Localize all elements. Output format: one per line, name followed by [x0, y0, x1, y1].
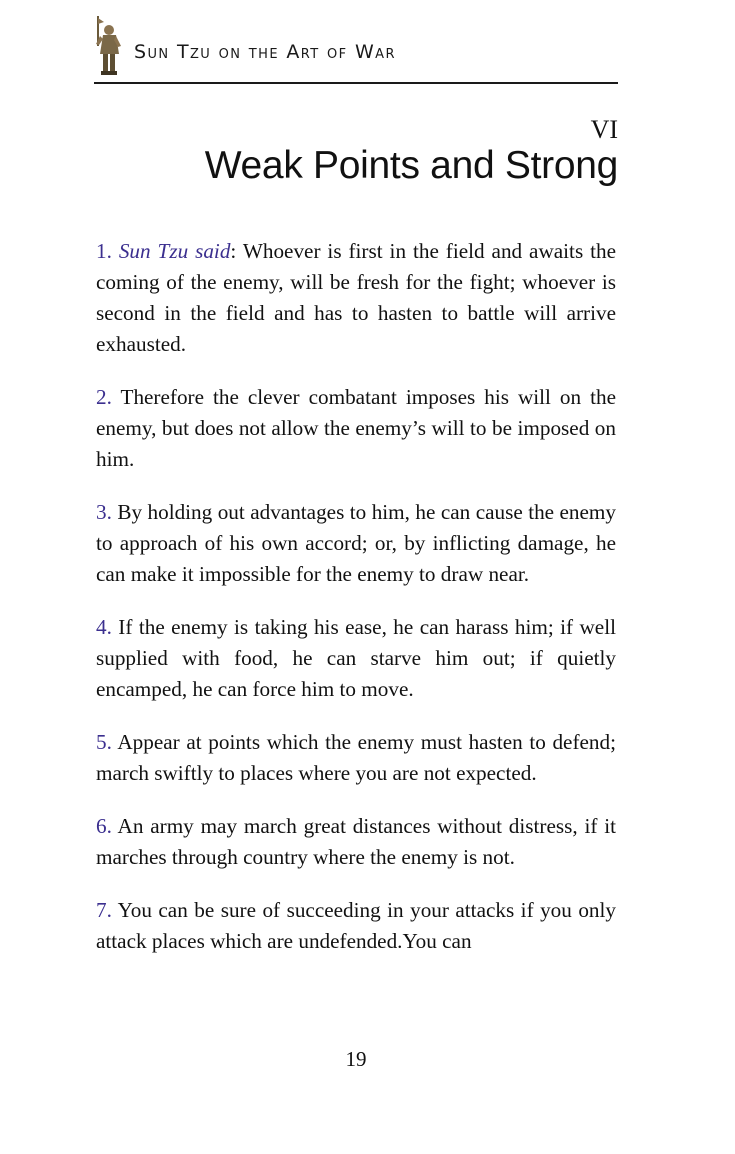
paragraph-2 [96, 382, 616, 475]
paragraph-number: 6. [96, 814, 112, 838]
chapter-body [96, 236, 616, 979]
paragraph-text: An army may march great distances without distress, if it marches through country where the enemy is not. [96, 814, 616, 869]
running-title: Sun Tzu on the Art of War [134, 41, 396, 63]
paragraph-5 [96, 727, 616, 789]
paragraph-text: Appear at points which the enemy must hasten to defend; march swiftly to places where you are not expected. [96, 730, 616, 785]
paragraph-1 [96, 236, 616, 360]
paragraph-number: 3. [96, 500, 112, 524]
paragraph-number: 7. [96, 898, 112, 922]
paragraph-text: You can be sure of succeeding in your attacks if you only attack places which are undefended.You can [96, 898, 616, 953]
paragraph-text: : Whoever is first in the field and awaits the coming of the enemy, will be fresh for the fight; whoever is second in the field and has to hasten to battle will arrive exhausted. [96, 239, 617, 356]
speaker-attribution: Sun Tzu said [118, 239, 231, 263]
warrior-figure-icon [94, 16, 122, 78]
page-number: 19 [345, 1047, 367, 1071]
paragraph-4 [96, 612, 616, 705]
paragraph-number: 2. [96, 385, 112, 409]
paragraph-text: Therefore the clever combatant imposes his will on the enemy, but does not allow the enemy’s will to be imposed on him. [96, 385, 616, 471]
paragraph-number: 4. [96, 615, 112, 639]
paragraph-text: If the enemy is taking his ease, he can harass him; if well supplied with food, he can starve him out; if quietly encamped, he can force him to move. [96, 615, 616, 701]
running-header [94, 14, 618, 84]
chapter-title: Weak Points and Strong [204, 144, 618, 187]
paragraph-number: 5. [96, 730, 112, 754]
header-divider [94, 82, 618, 84]
paragraph-6 [96, 811, 616, 873]
paragraph-7 [96, 895, 616, 957]
chapter-number: VI [590, 115, 618, 144]
paragraph-number: 1. [96, 239, 112, 263]
paragraph-text: By holding out advantages to him, he can cause the enemy to approach of his own accord; or, by inflicting damage, he can make it impossible for the enemy to draw near. [96, 500, 616, 586]
paragraph-3 [96, 497, 616, 590]
